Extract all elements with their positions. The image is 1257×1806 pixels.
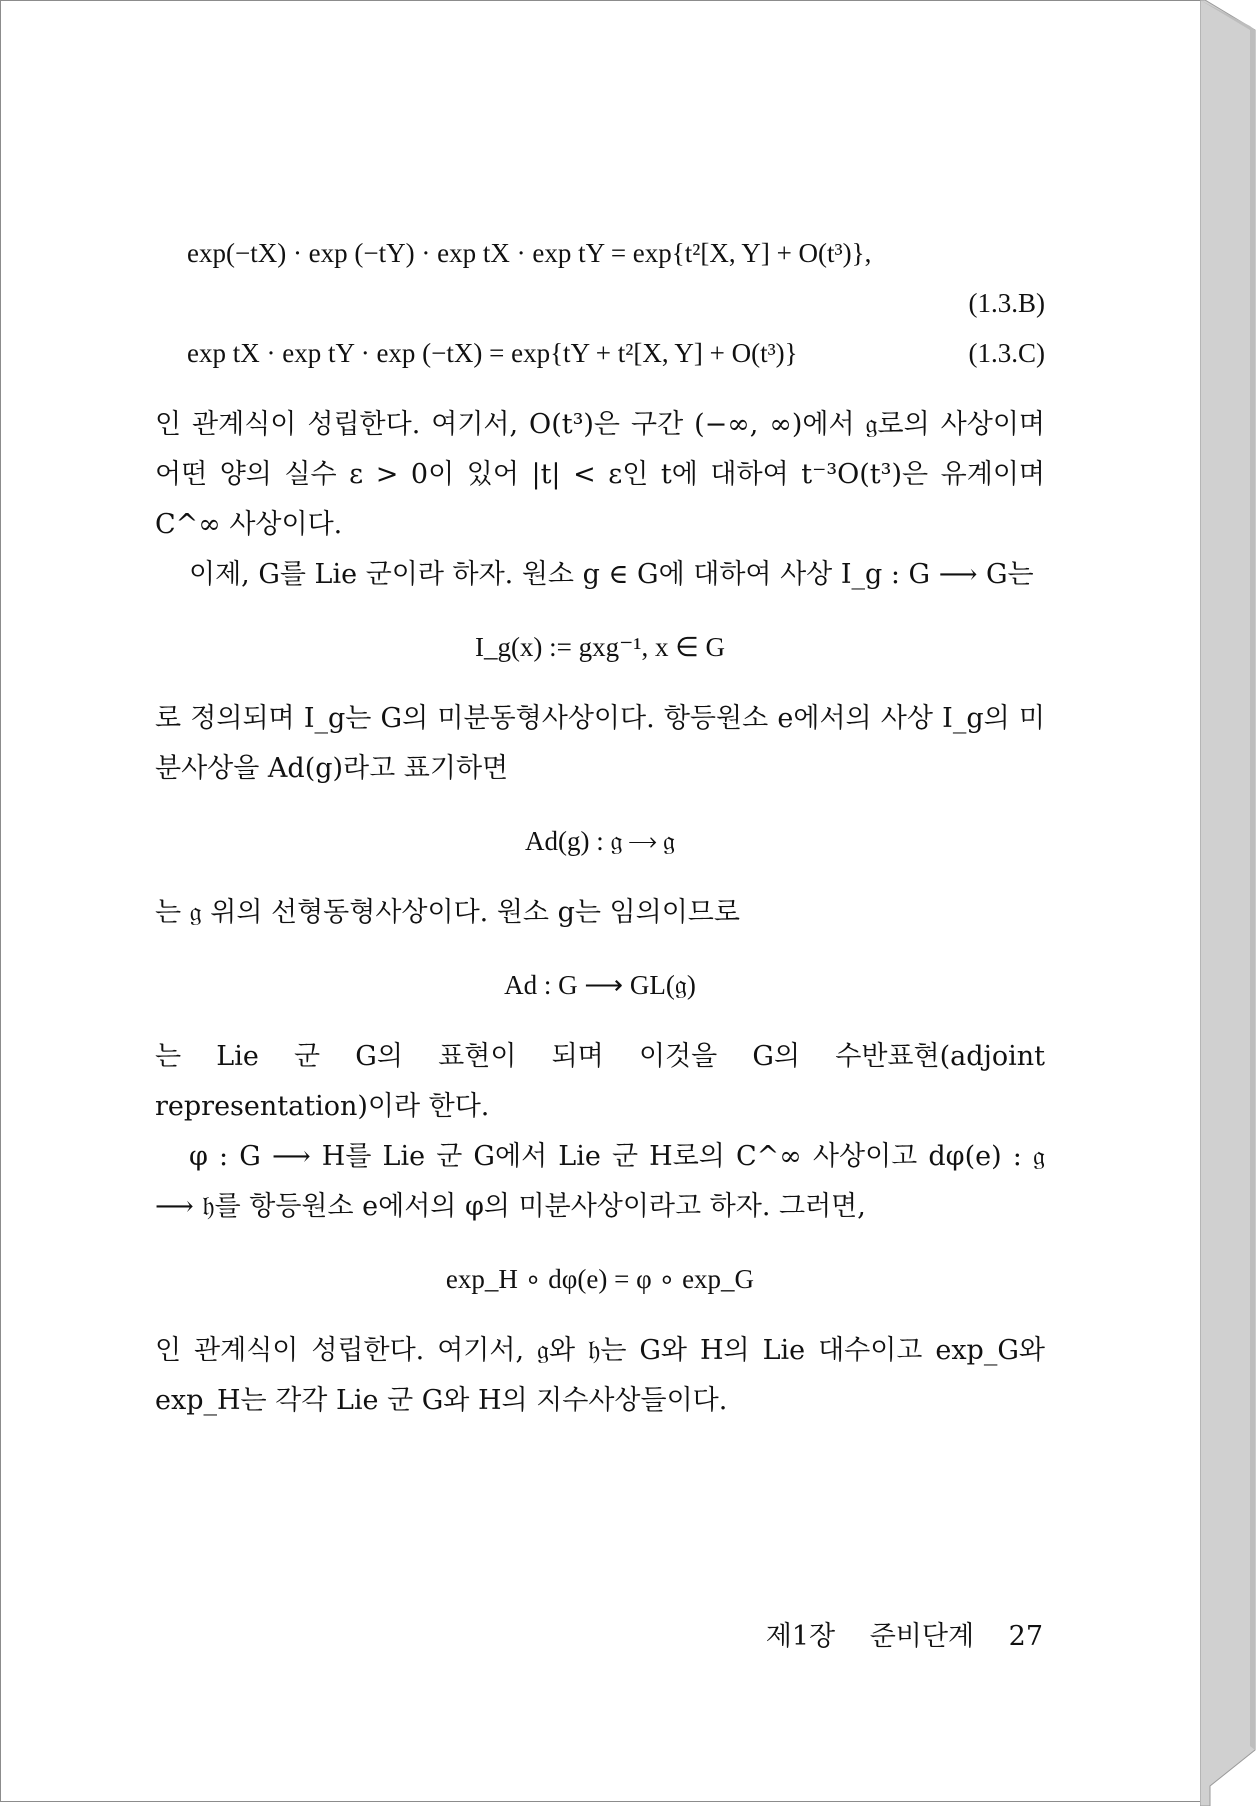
footer-page-number: 27: [1008, 1621, 1043, 1652]
paragraph-3: 로 정의되며 I_g는 G의 미분동형사상이다. 항등원소 e에서의 사상 I_g의 미분사상을 Ad(g)라고 표기하면: [155, 703, 1045, 784]
paragraph-4: 는 𝔤 위의 선형동형사상이다. 원소 g는 임의이므로: [155, 897, 740, 928]
equation-1-3-b: exp(−tX) · exp (−tY) · exp tX · exp tY = exp{t²[X, Y] + O(t³)},: [187, 238, 872, 268]
equation-1-3-b-label-row: [155, 278, 1045, 328]
footer-chapter: 제1장: [765, 1621, 836, 1652]
page-footer: [155, 1614, 1043, 1653]
equation-exp: exp_H ∘ dφ(e) = φ ∘ exp_G: [445, 1264, 755, 1294]
equation-1-3-b-row: [155, 228, 1045, 278]
equation-1-3-b-label: (1.3.B): [968, 288, 1045, 318]
paragraph-5: 는 Lie 군 G의 표현이 되며 이것을 G의 수반표현(adjoint representation)이라 한다.: [155, 1041, 1045, 1122]
paragraph-6: φ : G ⟶ H를 Lie 군 G에서 Lie 군 H로의 C^∞ 사상이고 dφ(e) : 𝔤 ⟶ 𝔥를 항등원소 e에서의 φ의 미분사상이라고 하자. 그러면,: [155, 1141, 1045, 1222]
equation-1-3-c-label: (1.3.C): [968, 338, 1045, 368]
paragraph-7: 인 관계식이 성립한다. 여기서, 𝔤와 𝔥는 G와 H의 Lie 대수이고 exp_G와 exp_H는 각각 Lie 군 G와 H의 지수사상들이다.: [155, 1335, 1045, 1416]
equation-1-3-c-row: [155, 328, 1045, 378]
footer-section: 준비단계: [869, 1621, 975, 1652]
paragraph-1: 인 관계식이 성립한다. 여기서, O(t³)은 구간 (−∞, ∞)에서 𝔤로의 사상이며 어떤 양의 실수 ε > 0이 있어 |t| < ε인 t에 대하여 t⁻³O(t³)은 유계이며 C^∞ 사상이다.: [155, 409, 1045, 540]
paragraph-2: 이제, G를 Lie 군이라 하자. 원소 g ∈ G에 대하여 사상 I_g : G ⟶ G는: [189, 559, 1034, 590]
equation-ad-g: Ad(g) : 𝔤 ⟶ 𝔤: [524, 826, 675, 856]
page-body: [155, 228, 1045, 1426]
equation-1-3-c: exp tX · exp tY · exp (−tX) = exp{tY + t²[X, Y] + O(t³)}: [187, 338, 798, 368]
equation-ig: I_g(x) := gxg⁻¹, x ∈ G: [474, 632, 726, 662]
equation-ad: Ad : G ⟶ GL(𝔤): [504, 970, 696, 1000]
